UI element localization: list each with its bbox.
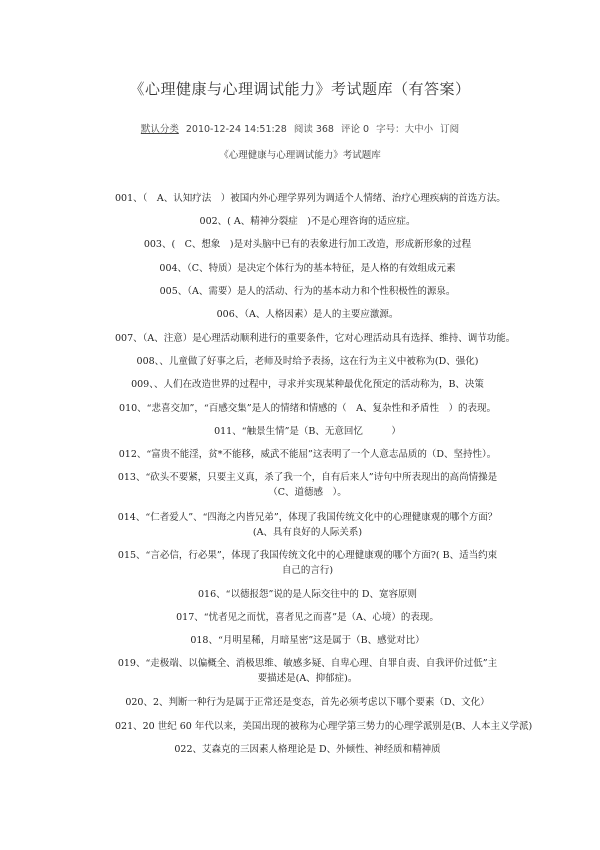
- page-title: 《心理健康与心理调试能力》考试题库（有答案）: [129, 80, 471, 98]
- question-item: 001、（ A、认知疗法 ）被国内外心理学界列为调适个人情绪、治疗心理疾病的首选方法。: [115, 193, 506, 204]
- question-item: 021、20 世纪 60 年代以来，美国出现的被称为心理学第三势力的心理学派别是(B、人本主义学派): [115, 721, 533, 732]
- post-meta: [0, 121, 600, 135]
- question-item: 008、、儿童做了好事之后，老师及时给予表扬，这在行为主义中被称为(D、强化): [136, 356, 479, 367]
- font-size-control[interactable]: 字号：大中小: [376, 124, 434, 135]
- question-item: 016、“以德报怨”说的是人际交往中的 D、宽容原则: [198, 589, 417, 600]
- question-item: 006、（A、人格因素）是人的主要应激源。: [216, 309, 399, 320]
- question-item: 009、、人们在改造世界的过程中，寻求并实现某种最优化预定的活动称为，B、决策: [131, 379, 484, 390]
- question-item: 002、( A、精神分裂症 )不是心理咨询的适应症。: [199, 216, 416, 227]
- post-datetime: 2010-12-24 14:51:28: [185, 124, 287, 135]
- question-item: 018、“月明星稀，月暗星密”这是属于（B、感觉对比）: [190, 635, 425, 646]
- question-item: 010、“悲喜交加”，“百感交集”是人的情绪和情感的（ A、复杂性和矛盾性 ）的表现。: [119, 403, 496, 414]
- question-item: 022、艾森克的三因素人格理论是 D、外倾性、神经质和精神质: [174, 744, 441, 755]
- question-item: 019、“走极端、以偏概全、消极思维、敏感多疑、自卑心理、自罪自责、自我评价过低”主要描述是(A、抑郁症)。: [117, 658, 498, 684]
- question-item: 014、“仁者爱人”、“四海之内皆兄弟”，体现了我国传统文化中的心理健康观的哪个方面？(A、具有良好的人际关系): [117, 512, 498, 538]
- question-item: 004、（C、特质）是决定个体行为的基本特征，是人格的有效组成元素: [159, 263, 456, 274]
- document-subtitle: 《心理健康与心理调试能力》考试题库: [219, 150, 381, 161]
- question-item: 003、( C、想象 )是对头脑中已有的表象进行加工改造，形成新形象的过程: [143, 239, 472, 250]
- question-item: 017、“忧者见之而忧，喜者见之而喜”是（A、心境）的表现。: [176, 612, 439, 623]
- question-item: 020、2、判断一种行为是属于正常还是变态，首先必须考虑以下哪个要素（D、文化）: [125, 697, 490, 708]
- comment-count[interactable]: 评论 0: [341, 124, 370, 135]
- category-link[interactable]: 默认分类: [140, 124, 179, 135]
- question-item: 013、“砍头不要紧，只要主义真，杀了我一个，自有后来人”诗句中所表现出的高尚情操是（C、道德感 ）。: [117, 472, 498, 498]
- question-item: 012、“富贵不能淫，贫*不能移，威武不能屈”这表明了一个人意志品质的（D、坚持性）。: [118, 449, 497, 460]
- question-item: 011、“触景生情”是（B、无意回忆 ）: [214, 426, 401, 437]
- read-count: 阅读 368: [293, 124, 334, 135]
- subscribe-link[interactable]: 订阅: [440, 124, 460, 135]
- question-item: 007、（A、注意）是心理活动顺利进行的重要条件，它对心理活动具有选择、维持、调节功能。: [115, 333, 516, 344]
- question-item: 015、“言必信，行必果”，体现了我国传统文化中的心理健康观的哪个方面?( B、适当约束自己的言行): [117, 550, 498, 576]
- question-item: 005、（A、需要）是人的活动、行为的基本动力和个性积极性的源泉。: [159, 286, 456, 297]
